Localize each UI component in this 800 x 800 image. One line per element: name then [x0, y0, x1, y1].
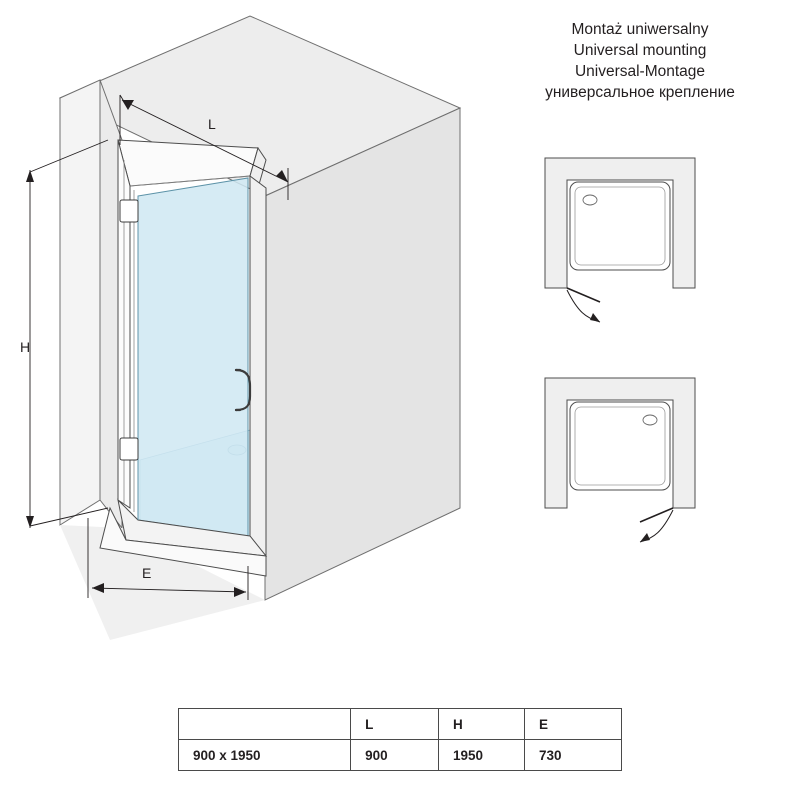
spec-header-e: E: [525, 709, 622, 740]
glass-door-panel: [138, 178, 248, 536]
dimension-label-H: H: [20, 339, 31, 355]
dimension-label-E: E: [142, 565, 152, 581]
variant1-drain: [583, 195, 597, 205]
spec-cell-e: 730: [525, 740, 622, 771]
spec-table: [178, 708, 622, 771]
title-line-pl: Montaż uniwersalny: [571, 21, 709, 38]
dimension-label-L: L: [208, 116, 216, 132]
hinge-lower: [120, 438, 138, 460]
spec-table-header-row: [179, 709, 622, 740]
spec-header-size: [179, 709, 351, 740]
door-frame-right: [250, 176, 266, 556]
table-row: [179, 740, 622, 771]
left-wall-outer: [60, 80, 100, 525]
variant2-drain: [643, 415, 657, 425]
title-line-de: Universal-Montage: [574, 62, 706, 80]
title-line-en: Universal mounting: [573, 41, 707, 59]
variant1-swing-arrow: [590, 313, 600, 322]
hinge-upper: [120, 200, 138, 222]
spec-header-h: H: [439, 709, 525, 740]
variant2-swing-arrow: [640, 533, 650, 542]
mounting-variant-1: [545, 158, 695, 322]
spec-header-l: L: [351, 709, 439, 740]
mounting-variant-2: [545, 378, 695, 542]
spec-cell-size: 900 x 1950: [179, 740, 351, 771]
spec-cell-l: 900: [351, 740, 439, 771]
title-block: [490, 20, 790, 104]
title-line-ru: универсальное крепление: [545, 83, 735, 101]
spec-cell-h: 1950: [439, 740, 525, 771]
main-perspective-drawing: [26, 16, 460, 640]
